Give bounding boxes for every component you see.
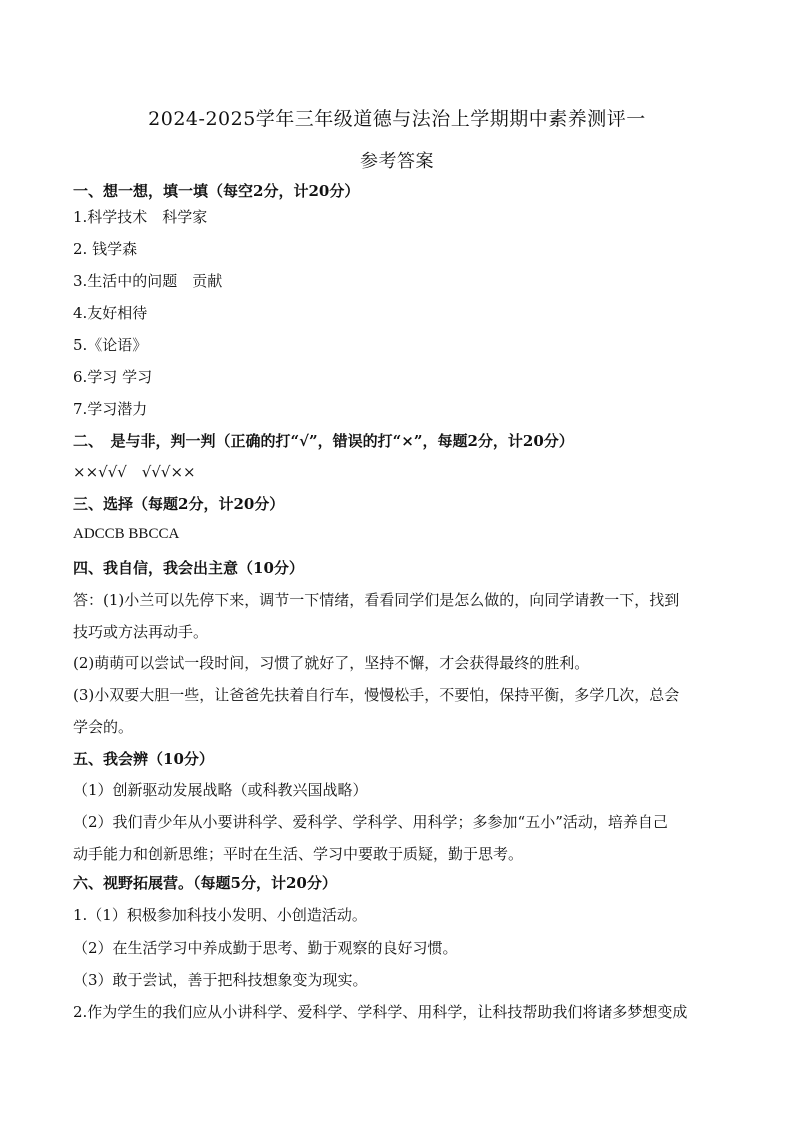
section-1-answer-2: 2. 钱学森 bbox=[73, 240, 138, 258]
section-4-answer-1-line-2: 技巧或方法再动手。 bbox=[73, 623, 209, 641]
section-4-answer-1-line-1: 答：(1)小兰可以先停下来，调节一下情绪，看看同学们是怎么做的，向同学请教一下，找到 bbox=[73, 591, 680, 609]
section-6-answer-1-part-3: （3）敢于尝试，善于把科技想象变为现实。 bbox=[73, 971, 368, 989]
section-3-heading: 三、选择（每题2分，计20分） bbox=[73, 495, 285, 513]
section-1-answer-7: 7.学习潜力 bbox=[73, 400, 148, 418]
section-6-answer-1-part-1: 1.（1）积极参加科技小发明、小创造活动。 bbox=[73, 906, 367, 924]
section-2-heading: 二、 是与非，判一判（正确的打“√”，错误的打“×”，每题2分，计20分） bbox=[73, 432, 574, 450]
section-5-heading: 五、我会辨（10分） bbox=[73, 750, 214, 768]
document-subtitle: 参考答案 bbox=[360, 151, 434, 172]
section-1-answer-5: 5.《论语》 bbox=[73, 336, 148, 354]
section-1-answer-4: 4.友好相待 bbox=[73, 304, 148, 322]
section-4-answer-3-line-1: (3)小双要大胆一些，让爸爸先扶着自行车，慢慢松手，不要怕，保持平衡，多学几次，总会 bbox=[73, 686, 680, 704]
section-5-answer-2-line-2: 动手能力和创新思维；平时在生活、学习中要敢于质疑，勤于思考。 bbox=[73, 845, 524, 863]
section-5-answer-2-line-1: （2）我们青少年从小要讲科学、爱科学、学科学、用科学；多参加“五小”活动，培养自己 bbox=[73, 813, 668, 831]
section-1-answer-3: 3.生活中的问题 贡献 bbox=[73, 272, 223, 290]
section-1-answer-1: 1.科学技术 科学家 bbox=[73, 208, 208, 226]
section-4-heading: 四、我自信，我会出主意（10分） bbox=[73, 559, 304, 577]
section-6-heading: 六、视野拓展营。（每题5分，计20分） bbox=[73, 874, 337, 892]
document-title: 2024-2025学年三年级道德与法治上学期期中素养测评一 bbox=[148, 108, 646, 130]
section-1-heading: 一、想一想，填一填（每空2分，计20分） bbox=[73, 182, 360, 200]
section-6-answer-1-part-2: （2）在生活学习中养成勤于思考、勤于观察的良好习惯。 bbox=[73, 939, 458, 957]
section-2-answers: ××√√√ √√√×× bbox=[73, 463, 196, 481]
section-1-answer-6: 6.学习 学习 bbox=[73, 368, 153, 386]
section-5-answer-1: （1）创新驱动发展战略（或科教兴国战略） bbox=[73, 781, 368, 799]
section-4-answer-2: (2)萌萌可以尝试一段时间，习惯了就好了，坚持不懈，才会获得最终的胜利。 bbox=[73, 654, 590, 672]
section-4-answer-3-line-2: 学会的。 bbox=[73, 718, 134, 736]
section-3-answers: ADCCB BBCCA bbox=[73, 526, 180, 542]
section-6-answer-2-line-1: 2.作为学生的我们应从小讲科学、爱科学、学科学、用科学，让科技帮助我们将诸多梦想变成 bbox=[73, 1003, 688, 1021]
